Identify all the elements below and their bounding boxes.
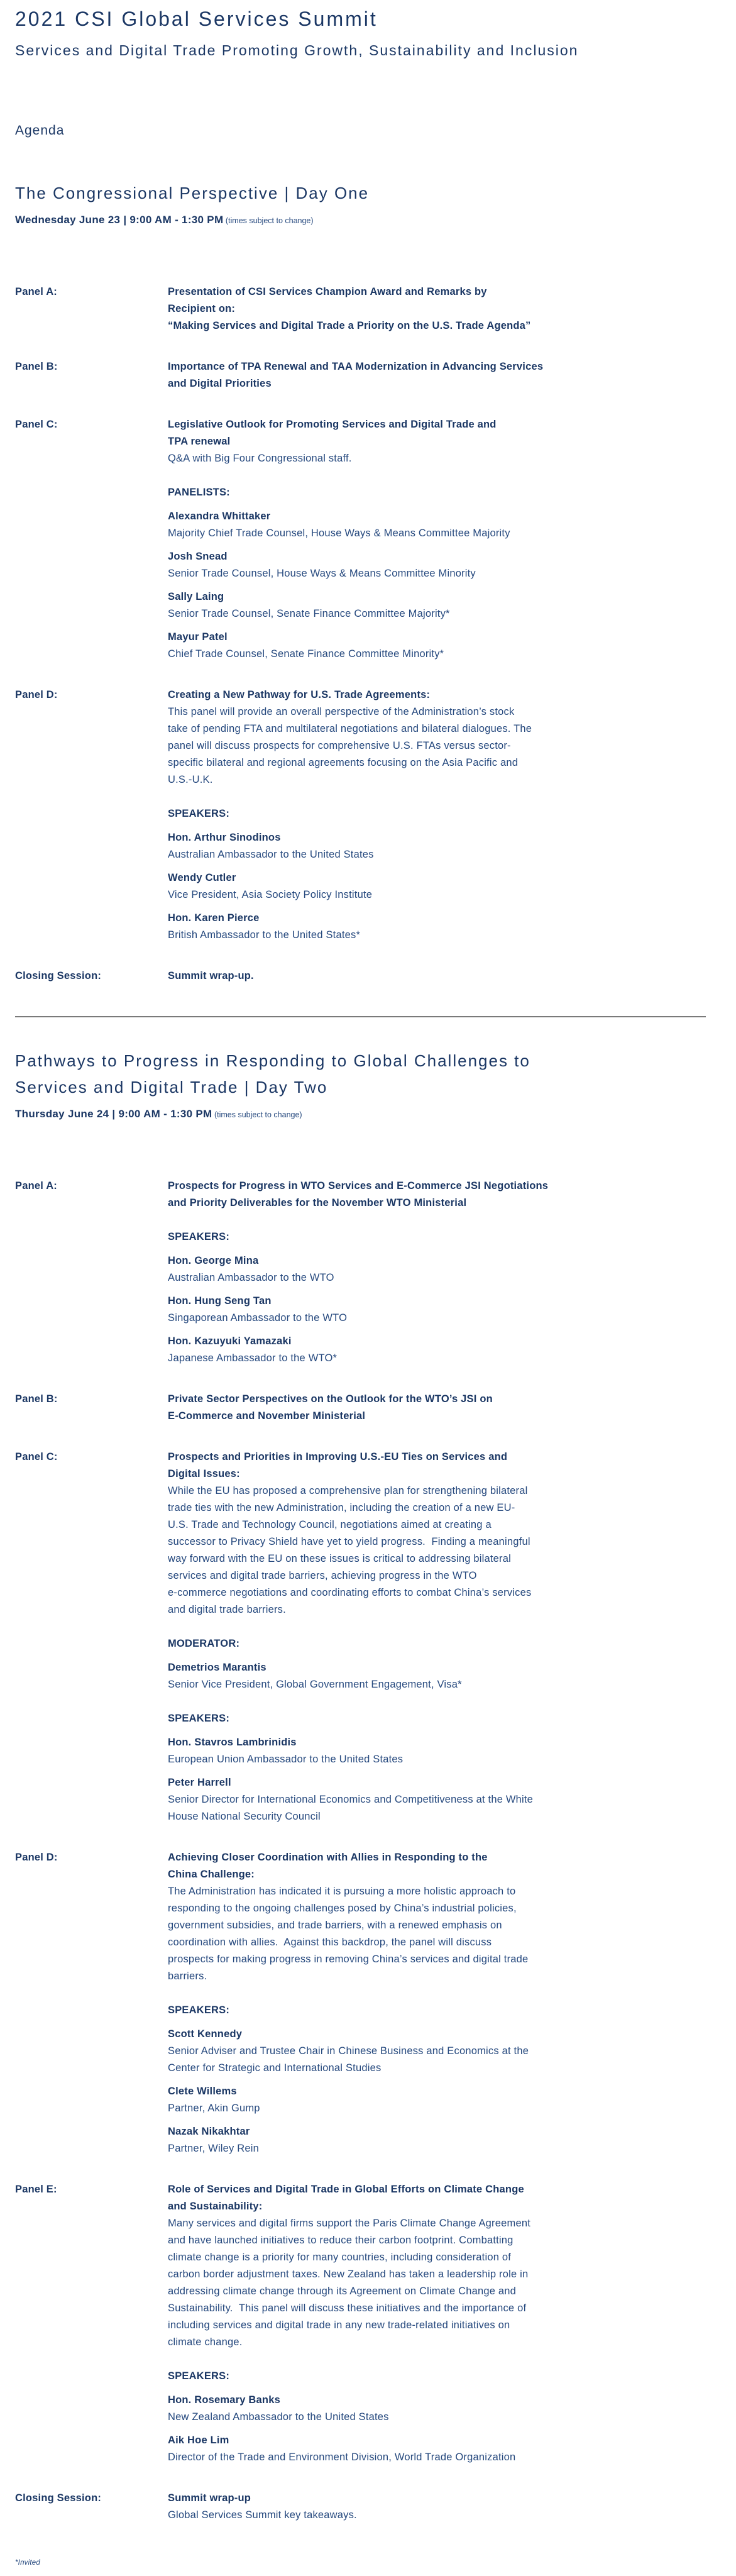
speaker-role-line: Senior Director for International Economics and Competitiveness at the White <box>168 1794 534 1805</box>
day-date-note: (times subject to change) <box>223 216 314 225</box>
speaker <box>168 2432 706 2466</box>
description-line: services and digital trade barriers, achieving progress in the WTO <box>168 1570 477 1581</box>
description-line: Global Services Summit key takeaways. <box>168 2509 357 2521</box>
description-line: successor to Privacy Shield have yet to yield progress. Finding a meaningful <box>168 1536 530 1547</box>
description-line: specific bilateral and regional agreements focusing on the Asia Pacific and <box>168 757 519 768</box>
speaker-role-line: Partner, Wiley Rein <box>168 2143 260 2154</box>
speaker-name: Hon. Kazuyuki Yamazaki <box>168 1335 292 1347</box>
speaker-role-line: Senior Vice President, Global Government Engagement, Visa* <box>168 1679 462 1690</box>
description-line: barriers. <box>168 1971 207 1982</box>
panel-content <box>168 284 706 334</box>
panel-title-line: Summit wrap-up. <box>168 970 254 981</box>
page-title: 2021 CSI Global Services Summit <box>15 8 378 30</box>
speaker-role-line: Senior Trade Counsel, House Ways & Means Committee Minority <box>168 568 476 579</box>
panel-content <box>168 687 706 944</box>
panel-title-line: Prospects and Priorities in Improving U.S.-EU Ties on Services and <box>168 1451 508 1462</box>
description-line: climate change. <box>168 2336 243 2348</box>
speaker-name: Hon. Hung Seng Tan <box>168 1295 272 1307</box>
panel-title-line: E-Commerce and November Ministerial <box>168 1410 366 1422</box>
panel-content <box>168 416 706 663</box>
panel-content <box>168 358 706 392</box>
agenda-row <box>15 2490 706 2524</box>
panel-title-line: Creating a New Pathway for U.S. Trade Agreements: <box>168 689 431 700</box>
speaker <box>168 508 706 542</box>
panel-label: Closing Session: <box>15 970 102 981</box>
panel-content <box>168 2490 706 2524</box>
panel-title-line: China Challenge: <box>168 1869 255 1880</box>
panel-title-line: Legislative Outlook for Promoting Services and Digital Trade and <box>168 419 497 430</box>
panel-content <box>168 1391 706 1425</box>
speaker-name: Hon. Arthur Sinodinos <box>168 832 281 843</box>
panel-label: Closing Session: <box>15 2492 102 2504</box>
speaker-name: Hon. Rosemary Banks <box>168 2394 280 2406</box>
list-heading: PANELISTS: <box>168 487 230 498</box>
panel-title-line: Prospects for Progress in WTO Services and E-Commerce JSI Negotiations <box>168 1180 549 1191</box>
panel-title-line: Private Sector Perspectives on the Outlook for the WTO’s JSI on <box>168 1393 493 1405</box>
footnote: *Invited <box>15 2559 40 2567</box>
day-heading-line: The Congressional Perspective | Day One <box>15 184 370 202</box>
speaker-name: Aik Hoe Lim <box>168 2435 229 2446</box>
panel-label: Panel A: <box>15 286 58 297</box>
panel-label: Panel D: <box>15 1852 58 1863</box>
speaker-name: Peter Harrell <box>168 1777 231 1788</box>
panel-label: Panel A: <box>15 1180 58 1191</box>
list-heading: SPEAKERS: <box>168 2370 230 2382</box>
speaker-role-line: Singaporean Ambassador to the WTO <box>168 1312 348 1324</box>
speaker-role-line: Majority Chief Trade Counsel, House Ways & Means Committee Majority <box>168 528 510 539</box>
speaker-role-line: Center for Strategic and International Studies <box>168 2062 382 2074</box>
description-line: climate change is a priority for many countries, including consideration of <box>168 2252 512 2263</box>
speaker <box>168 629 706 663</box>
description-line: and have launched initiatives to reduce their carbon footprint. Combatting <box>168 2235 514 2246</box>
panel-content <box>168 1849 706 2157</box>
list-heading: SPEAKERS: <box>168 808 230 819</box>
speaker-name: Demetrios Marantis <box>168 1662 266 1673</box>
panel-label: Panel C: <box>15 1451 58 1462</box>
description-line: U.S. Trade and Technology Council, negotiations aimed at creating a <box>168 1519 492 1530</box>
description-line: This panel will provide an overall perspective of the Administration’s stock <box>168 706 515 717</box>
panel-title-line: Role of Services and Digital Trade in Global Efforts on Climate Change <box>168 2184 524 2195</box>
day-heading <box>15 1048 706 1100</box>
panel-label: Panel B: <box>15 361 58 372</box>
panel-title-line: and Digital Priorities <box>168 378 272 389</box>
description-line: take of pending FTA and multilateral negotiations and bilateral dialogues. The <box>168 723 532 734</box>
speaker <box>168 1333 706 1367</box>
agenda-row <box>15 1449 706 1825</box>
day-date <box>15 211 706 229</box>
speaker <box>168 910 706 944</box>
agenda-row <box>15 968 706 985</box>
speaker <box>168 870 706 904</box>
speaker-name: Josh Snead <box>168 551 228 562</box>
day-date-text: Wednesday June 23 | 9:00 AM - 1:30 PM <box>15 214 224 226</box>
list-heading: SPEAKERS: <box>168 1713 230 1724</box>
panel-title-line: and Sustainability: <box>168 2201 263 2212</box>
list-heading: MODERATOR: <box>168 1638 240 1649</box>
speaker-role-line: Senior Adviser and Trustee Chair in Chinese Business and Economics at the <box>168 2045 529 2057</box>
panel-content <box>168 1178 706 1367</box>
speaker <box>168 2392 706 2426</box>
speaker-name: Alexandra Whittaker <box>168 511 271 522</box>
speaker <box>168 1734 706 1768</box>
description-line: U.S.-U.K. <box>168 774 213 785</box>
panel-title-line: Summit wrap-up <box>168 2492 251 2504</box>
panel-label: Panel C: <box>15 419 58 430</box>
speaker-role-line: Chief Trade Counsel, Senate Finance Committee Minority* <box>168 648 444 660</box>
speaker <box>168 589 706 622</box>
speaker-name: Scott Kennedy <box>168 2028 243 2040</box>
panel-title-line: Recipient on: <box>168 303 236 314</box>
agenda-row <box>15 416 706 663</box>
speaker-role-line: British Ambassador to the United States* <box>168 929 361 941</box>
description-line: Sustainability. This panel will discuss these initiatives and the importance of <box>168 2302 527 2314</box>
speaker-name: Hon. Karen Pierce <box>168 912 260 924</box>
description-line: prospects for making progress in removing China’s services and digital trade <box>168 1954 529 1965</box>
day-section <box>15 180 706 985</box>
day-date <box>15 1105 706 1124</box>
list-heading: SPEAKERS: <box>168 2004 230 2016</box>
description-line: way forward with the EU on these issues is critical to addressing bilateral <box>168 1553 511 1564</box>
speaker <box>168 1252 706 1286</box>
speaker-role-line: Director of the Trade and Environment Division, World Trade Organization <box>168 2452 516 2463</box>
description-line: coordination with allies. Against this backdrop, the panel will discuss <box>168 1937 492 1948</box>
speaker <box>168 548 706 582</box>
panel-title-line: Achieving Closer Coordination with Allies in Responding to the <box>168 1852 488 1863</box>
day-date-text: Thursday June 24 | 9:00 AM - 1:30 PM <box>15 1108 212 1120</box>
day-section <box>15 1048 706 2524</box>
speaker <box>168 2123 706 2157</box>
description-line: responding to the ongoing challenges posed by China’s industrial policies, <box>168 1903 517 1914</box>
speaker-name: Sally Laing <box>168 591 224 602</box>
description-line: e-commerce negotiations and coordinating efforts to combat China’s services <box>168 1587 532 1598</box>
day-date-note: (times subject to change) <box>212 1110 302 1119</box>
speaker-role-line: Japanese Ambassador to the WTO* <box>168 1352 338 1364</box>
speaker <box>168 1293 706 1327</box>
description-line: Many services and digital firms support the Paris Climate Change Agreement <box>168 2218 530 2229</box>
day-heading-line: Services and Digital Trade | Day Two <box>15 1078 328 1097</box>
day-heading <box>15 180 706 206</box>
description-line: The Administration has indicated it is pursuing a more holistic approach to <box>168 1886 516 1897</box>
description-line: Q&A with Big Four Congressional staff. <box>168 453 352 464</box>
speaker-role-line: Vice President, Asia Society Policy Institute <box>168 889 373 900</box>
agenda-row <box>15 1178 706 1367</box>
description-line: government subsidies, and trade barriers, with a renewed emphasis on <box>168 1920 502 1931</box>
agenda-rows <box>15 284 706 985</box>
speaker-role-line: New Zealand Ambassador to the United States <box>168 2411 389 2423</box>
speaker-role-line: Partner, Akin Gump <box>168 2103 260 2114</box>
description-line: trade ties with the new Administration, including the creation of a new EU- <box>168 1502 515 1513</box>
panel-content <box>168 1449 706 1825</box>
speaker <box>168 1659 706 1693</box>
agenda-row <box>15 1391 706 1425</box>
description-line: carbon border adjustment taxes. New Zealand has taken a leadership role in <box>168 2269 529 2280</box>
speaker-name: Wendy Cutler <box>168 872 236 883</box>
day-heading-line: Pathways to Progress in Responding to Global Challenges to <box>15 1051 530 1070</box>
speaker <box>168 2026 706 2077</box>
speaker <box>168 1774 706 1825</box>
speaker-name: Mayur Patel <box>168 631 228 643</box>
speaker <box>168 829 706 863</box>
panel-label: Panel D: <box>15 689 58 700</box>
description-line: While the EU has proposed a comprehensive plan for strengthening bilateral <box>168 1485 528 1496</box>
agenda-days <box>15 180 706 2524</box>
panel-title-line: “Making Services and Digital Trade a Priority on the U.S. Trade Agenda” <box>168 320 531 331</box>
panel-label: Panel B: <box>15 1393 58 1405</box>
page-subtitle: Services and Digital Trade Promoting Growth, Sustainability and Inclusion <box>15 42 579 58</box>
speaker-name: Hon. George Mina <box>168 1255 259 1266</box>
speaker <box>168 2083 706 2117</box>
speaker-role-line: Australian Ambassador to the United States <box>168 849 374 860</box>
day-divider <box>15 1016 706 1017</box>
panel-content <box>168 2181 706 2466</box>
panel-title-line: TPA renewal <box>168 436 231 447</box>
speaker-role-line: House National Security Council <box>168 1811 321 1822</box>
speaker-role-line: Senior Trade Counsel, Senate Finance Committee Majority* <box>168 608 450 619</box>
agenda-row <box>15 358 706 392</box>
description-line: panel will discuss prospects for comprehensive U.S. FTAs versus sector- <box>168 740 511 751</box>
agenda-row <box>15 687 706 944</box>
speaker-name: Hon. Stavros Lambrinidis <box>168 1737 297 1748</box>
description-line: addressing climate change through its Agreement on Climate Change and <box>168 2286 517 2297</box>
agenda-row <box>15 2181 706 2466</box>
speaker-name: Nazak Nikakhtar <box>168 2126 250 2137</box>
panel-title-line: Importance of TPA Renewal and TAA Modernization in Advancing Services <box>168 361 544 372</box>
agenda-row <box>15 284 706 334</box>
agenda-row <box>15 1849 706 2157</box>
panel-title-line: Digital Issues: <box>168 1468 240 1479</box>
panel-title-line: and Priority Deliverables for the November WTO Ministerial <box>168 1197 467 1208</box>
panel-content <box>168 968 706 985</box>
description-line: including services and digital trade in any new trade-related initiatives on <box>168 2319 510 2331</box>
list-heading: SPEAKERS: <box>168 1231 230 1242</box>
speaker-role-line: European Union Ambassador to the United States <box>168 1754 404 1765</box>
speaker-role-line: Australian Ambassador to the WTO <box>168 1272 334 1283</box>
speaker-name: Clete Willems <box>168 2086 237 2097</box>
panel-label: Panel E: <box>15 2184 57 2195</box>
panel-title-line: Presentation of CSI Services Champion Award and Remarks by <box>168 286 487 297</box>
agenda-label: Agenda <box>15 123 65 138</box>
agenda-rows <box>15 1178 706 2524</box>
description-line: and digital trade barriers. <box>168 1604 286 1615</box>
